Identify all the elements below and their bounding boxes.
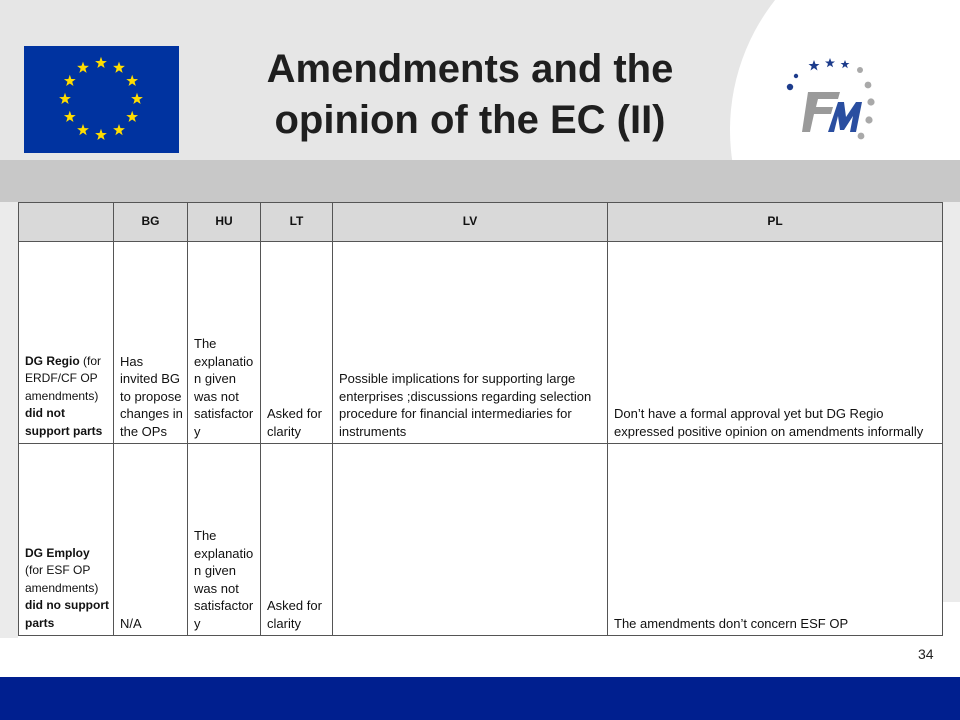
- cell-regio-bg: Has invited BG to propose changes in the OPs: [114, 242, 188, 444]
- cell-regio-pl: Don’t have a formal approval yet but DG Regio expressed positive opinion on amendments informally: [608, 242, 943, 444]
- flag-star-icon: [64, 75, 76, 86]
- cell-employ-lv: [333, 444, 608, 636]
- flag-star-icon: [77, 124, 89, 135]
- flag-star-icon: [64, 111, 76, 122]
- right-margin-strip: [942, 202, 960, 602]
- row-header-dg-regio: [19, 242, 114, 444]
- footer-bar: [0, 677, 960, 720]
- cell-regio-lv: Possible implications for supporting large enterprises ;discussions regarding selection procedure for financial intermediaries for instruments: [333, 242, 608, 444]
- eu-flag-stars: [24, 46, 179, 153]
- cell-regio-lt: Asked for clarity: [261, 242, 333, 444]
- flag-star-icon: [95, 129, 107, 140]
- column-header-lv: LV: [333, 203, 608, 242]
- eu-flag-logo: [24, 46, 179, 153]
- logo-star: [825, 58, 835, 67]
- row-header-dg-employ: [19, 444, 114, 636]
- left-margin-strip: [0, 202, 18, 638]
- column-header-pl: PL: [608, 203, 943, 242]
- cell-employ-pl: The amendments don’t concern ESF OP: [608, 444, 943, 636]
- logo-dot: [857, 67, 863, 73]
- row-header-detail: (for ESF OP amendments): [25, 563, 99, 595]
- flag-star-icon: [113, 124, 125, 135]
- flag-star-icon: [59, 93, 71, 104]
- column-header-lt: LT: [261, 203, 333, 242]
- column-header-hu: HU: [188, 203, 261, 242]
- logo-star: [841, 60, 850, 68]
- amendments-table: [18, 202, 943, 636]
- slide-number: 34: [918, 646, 934, 662]
- flag-star-icon: [126, 111, 138, 122]
- logo-star: [809, 60, 820, 71]
- logo-dot: [858, 133, 865, 140]
- cell-regio-hu: The explanation given was not satisfactory: [188, 242, 261, 444]
- column-header-corner: [19, 203, 114, 242]
- flag-star-icon: [131, 93, 143, 104]
- logo-dot: [794, 74, 798, 78]
- table-row-dg-regio: [19, 242, 943, 444]
- flag-star-icon: [113, 62, 125, 73]
- fm-monogram: [802, 92, 862, 132]
- fm-logo: [778, 52, 888, 152]
- row-header-name: DG Employ: [25, 545, 90, 560]
- title-line-2: opinion of the EC (II): [274, 98, 666, 142]
- logo-dot: [865, 82, 872, 89]
- logo-dot: [787, 84, 793, 90]
- table-row-dg-employ: [19, 444, 943, 636]
- cell-employ-bg: N/A: [114, 444, 188, 636]
- flag-star-icon: [95, 57, 107, 68]
- flag-star-icon: [126, 75, 138, 86]
- logo-dot: [865, 116, 872, 123]
- row-header-status: did not support parts: [25, 406, 103, 438]
- logo-dot: [867, 98, 874, 105]
- row-header-status: did no support parts: [25, 598, 109, 630]
- row-header-detail: (for ERDF/CF OP amendments): [25, 353, 102, 403]
- table-header-row: [19, 203, 943, 242]
- cell-employ-lt: Asked for clarity: [261, 444, 333, 636]
- cell-employ-hu: The explanation given was not satisfactory: [188, 444, 261, 636]
- flag-star-icon: [77, 62, 89, 73]
- column-header-bg: BG: [114, 203, 188, 242]
- title-line-1: Amendments and the: [266, 47, 674, 91]
- row-header-name: DG Regio: [25, 353, 80, 368]
- slide-title: [200, 44, 740, 146]
- header-band: [0, 160, 960, 202]
